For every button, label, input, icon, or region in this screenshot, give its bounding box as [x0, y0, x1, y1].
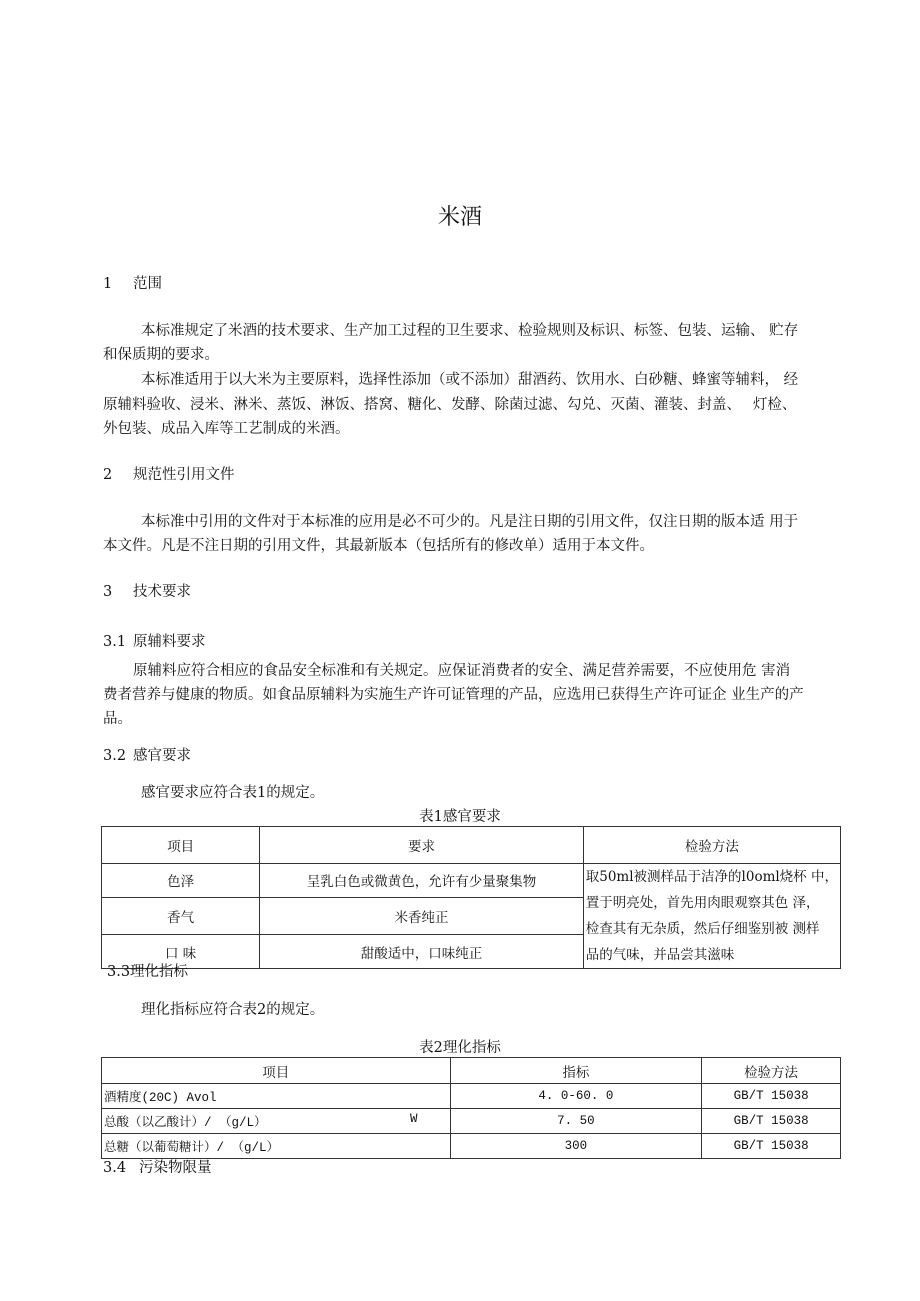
s31-line: 费者营养与健康的物质。如食品原辅料为实施生产许可证管理的产品，应选用已获得生产许可证企 业生产的产	[103, 687, 804, 703]
document-title: 米酒	[437, 205, 482, 230]
table1-header: 项目	[102, 827, 260, 864]
table2	[101, 1057, 841, 1159]
section-1-heading: 1 范围	[103, 276, 162, 292]
table1-cell: 口 味	[102, 935, 260, 969]
table1-cell: 呈乳白色或微黄色，允许有少量聚集物	[260, 864, 583, 898]
table1-cell: 香气	[102, 897, 260, 934]
table1-caption: 表1感官要求	[419, 809, 501, 825]
s31-line: 原辅料应符合相应的食品安全标准和有关规定。应保证消费者的安全、满足营养需要，不应使用危 害消	[133, 663, 791, 679]
s32-text: 感官要求应符合表1的规定。	[141, 785, 325, 801]
table2-header: 检验方法	[702, 1058, 841, 1084]
s33-text: 理化指标应符合表2的规定。	[141, 1002, 325, 1018]
table1	[101, 826, 841, 969]
table1-method-cell: 取50ml被测样品于洁净的l0oml烧杯 中， 置于明亮处，首先用肉眼观察其色 泽， 检查其有无杂质，然后仔细鉴别被 测样 品的气味，并品尝其滋味	[583, 864, 840, 969]
table1-cell: 色泽	[102, 864, 260, 898]
section-3-2-heading: 3.2 感官要求	[103, 748, 191, 764]
table2-row: 总糖（以葡萄糖计）/ （g/L） 300 GB/T 15038	[102, 1134, 841, 1159]
table1-cell: 米香纯正	[260, 897, 583, 934]
s1-line: 本标准规定了米酒的技术要求、生产加工过程的卫生要求、检验规则及标识、标签、包装、运输、 贮存	[141, 323, 799, 339]
table2-row: 总酸（以乙酸计）/ （g/L） W 7. 50 GB/T 15038	[102, 1109, 841, 1134]
s2-line: 本文件。凡是不注日期的引用文件，其最新版本（包括所有的修改单）适用于本文件。	[103, 538, 654, 554]
section-3-4-heading: 3.4 污染物限量	[103, 1160, 212, 1176]
s2-line: 本标准中引用的文件对于本标准的应用是必不可少的。凡是注日期的引用文件，仅注日期的版本适 用于	[141, 514, 799, 530]
table2-caption: 表2理化指标	[419, 1040, 501, 1056]
section-3-1-heading: 3.1 原辅料要求	[103, 634, 206, 650]
s1-line: 和保质期的要求。	[103, 347, 219, 363]
table2-row: 酒精度(20C) Avol 4. 0-60. 0 GB/T 15038	[102, 1084, 841, 1109]
s1-line: 外包装、成品入库等工艺制成的米酒。	[103, 421, 350, 437]
section-3-3-heading: 3.3理化指标	[107, 964, 189, 980]
table1-header: 要求	[260, 827, 583, 864]
s1-line: 原辅料验收、浸米、淋米、蒸饭、淋饭、搭窝、糖化、发酵、除菌过滤、勾兑、灭菌、灌装、封盖、 灯检、	[103, 397, 797, 413]
s1-line: 本标准适用于以大米为主要原料，选择性添加（或不添加）甜酒药、饮用水、白砂糖、蜂蜜等辅料， 经	[141, 372, 799, 388]
section-2-heading: 2 规范性引用文件	[103, 467, 235, 483]
table1-cell: 甜酸适中，口味纯正	[260, 935, 583, 969]
section-3-heading: 3 技术要求	[103, 584, 191, 600]
table1-header: 检验方法	[583, 827, 840, 864]
table2-header: 指标	[450, 1058, 702, 1084]
table2-header: 项目	[102, 1058, 451, 1084]
s31-line: 品。	[103, 711, 132, 727]
